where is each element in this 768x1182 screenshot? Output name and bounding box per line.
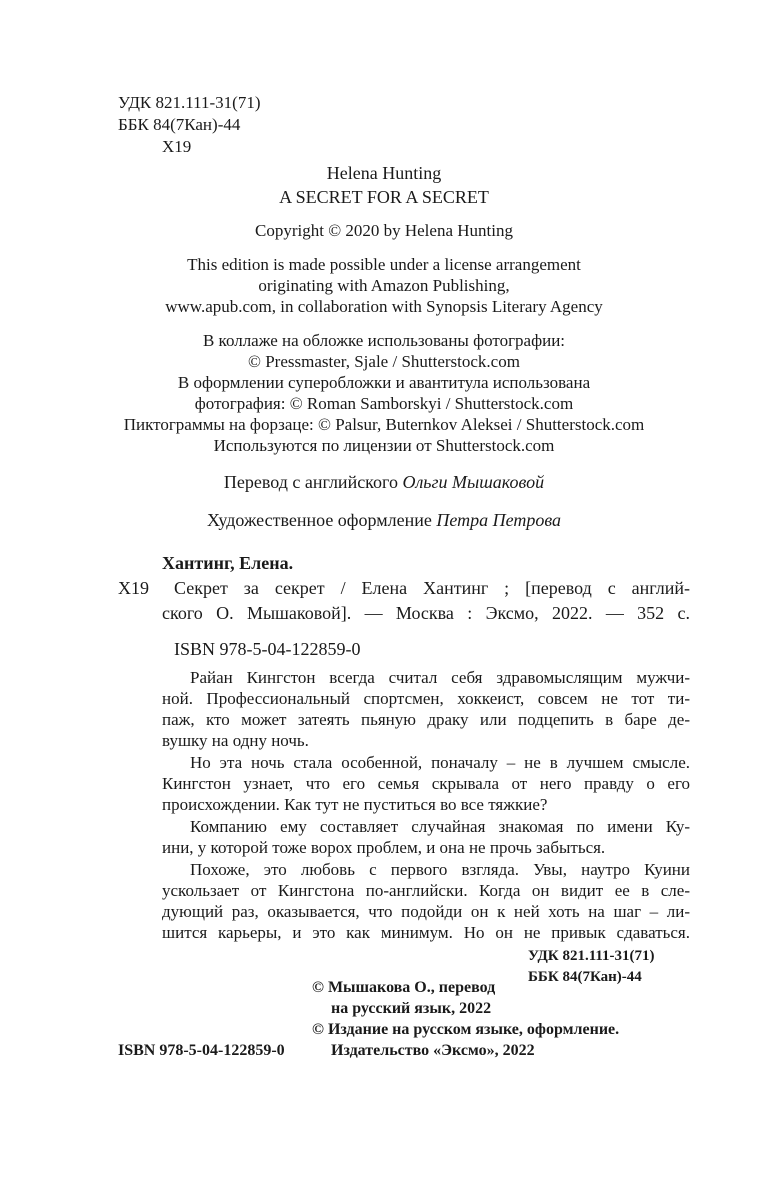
author-mark: Х19 xyxy=(162,137,192,156)
bib-isbn: ISBN 978-5-04-122859-0 xyxy=(174,639,361,659)
annotation-line: дующий раз, оказывается, что подойди он к ней хоть на шаг – ли- xyxy=(162,902,690,921)
annotation-line: Кингстон узнает, что его семья скрывала от него правду о его xyxy=(162,774,690,793)
annotation-line: паж, кто может затеять пьяную драку или подцепить в баре де- xyxy=(162,710,690,729)
imprint-line: Издательство «Эксмо», 2022 xyxy=(331,1042,535,1059)
bib-description-line: ского О. Мышаковой]. — Москва : Эксмо, 2022. — 352 с. xyxy=(162,603,690,623)
original-title: A SECRET FOR A SECRET xyxy=(279,187,489,207)
license-line: originating with Amazon Publishing, xyxy=(258,276,510,295)
bib-description-line: Секрет за секрет / Елена Хантинг ; [перевод с англий- xyxy=(174,578,690,598)
imprint-line: на русский язык, 2022 xyxy=(331,1000,492,1017)
bib-heading: Хантинг, Елена. xyxy=(162,553,294,573)
photo-credit-line: В оформлении суперобложки и авантитула использована xyxy=(177,373,591,392)
license-line: www.apub.com, in collaboration with Synopsis Literary Agency xyxy=(165,297,603,316)
photo-credit-line: В коллаже на обложке использованы фотографии: xyxy=(202,331,566,350)
annotation-line: ини, у которой тоже ворох проблем, и она не прочь забыться. xyxy=(162,838,606,857)
annotation-line: происхождении. Как тут не пуститься во все тяжкие? xyxy=(162,795,548,814)
designer-name: Петра Петрова xyxy=(436,510,562,530)
photo-credit-line: Пиктограммы на форзаце: © Palsur, Buternkov Aleksei / Shutterstock.com xyxy=(123,415,645,434)
translator-name: Ольги Мышаковой xyxy=(402,472,545,492)
annotation-line: ной. Профессиональный спортсмен, хоккеист, совсем не тот ти- xyxy=(162,689,690,708)
annotation-udk: УДК 821.111-31(71) xyxy=(528,948,655,964)
copyright-line: Copyright © 2020 by Helena Hunting xyxy=(255,221,513,240)
photo-credit-line: © Pressmaster, Sjale / Shutterstock.com xyxy=(248,352,520,371)
annotation-line: Но эта ночь стала особенной, поначалу – не в лучшем смысле. xyxy=(190,753,690,772)
imprint-line: © Издание на русском языке, оформление. xyxy=(312,1021,620,1038)
annotation-line: Похоже, это любовь с первого взгляда. Увы, наутро Куини xyxy=(190,860,690,879)
annotation-line: Райан Кингстон всегда считал себя здравомыслящим мужчи- xyxy=(190,668,690,687)
annotation-line: ускользает от Кингстона по-английски. Когда он видит ее в сле- xyxy=(162,881,690,900)
bib-mark: Х19 xyxy=(118,578,149,598)
imprint-isbn: ISBN 978-5-04-122859-0 xyxy=(118,1042,285,1059)
photo-credit-line: фотография: © Roman Samborskyi / Shutterstock.com xyxy=(194,394,574,413)
original-author: Helena Hunting xyxy=(326,163,442,183)
annotation-bbk: ББК 84(7Кан)-44 xyxy=(528,969,642,985)
photo-credit-line: Используются по лицензии от Shutterstock.com xyxy=(213,436,555,455)
annotation-line: шится карьеры, и это как минимум. Но он не привык сдаваться. xyxy=(162,923,690,942)
translation-label: Перевод с английского xyxy=(223,472,398,492)
design-label: Художественное оформление xyxy=(206,510,432,530)
annotation-line: Компанию ему составляет случайная знакомая по имени Ку- xyxy=(190,817,690,836)
license-line: This edition is made possible under a license arrangement xyxy=(187,255,581,274)
udk-code: УДК 821.111-31(71) xyxy=(118,93,261,112)
bbk-code: ББК 84(7Кан)-44 xyxy=(118,115,241,134)
design-credit xyxy=(0,508,768,532)
imprint-line: © Мышакова О., перевод xyxy=(312,979,496,996)
translation-credit xyxy=(0,470,768,494)
annotation-line: вушку на одну ночь. xyxy=(162,731,309,750)
